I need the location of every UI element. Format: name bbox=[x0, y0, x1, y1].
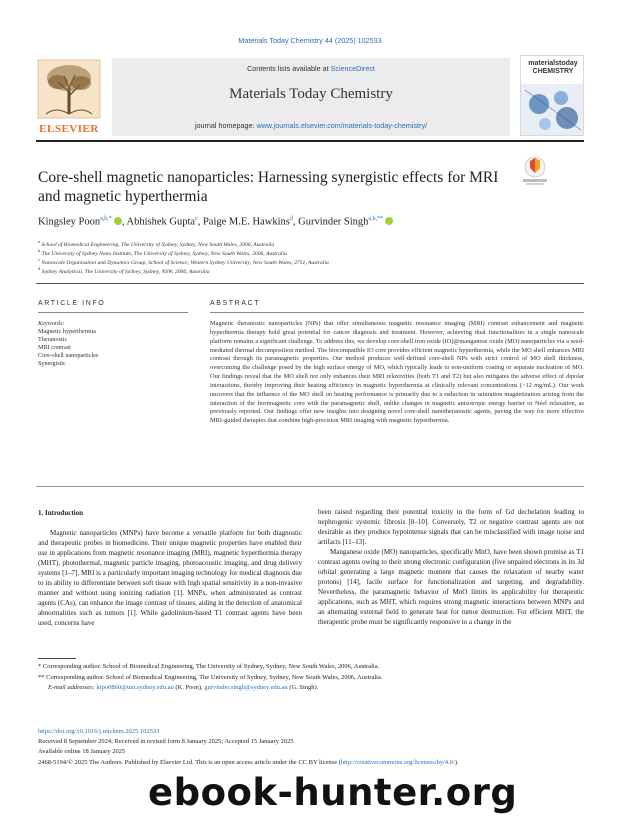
author-list: Kingsley Poon$^{a,b,*}$ , Abhishek Gupta$^c$, Paige M.E. Hawkins$^d$, Gurvinder Singh$^{a,b,**}$ bbox=[38, 216, 584, 228]
orcid-icon[interactable] bbox=[385, 217, 393, 225]
affiliation bbox=[38, 266, 584, 275]
keyword: Theranostic bbox=[38, 336, 68, 343]
abstract-rule bbox=[210, 312, 584, 313]
article-info-rule bbox=[38, 312, 188, 313]
email-line bbox=[38, 683, 584, 694]
doi-link[interactable]: https://doi.org/10.1016/j.mtchem.2025.102533 bbox=[38, 728, 160, 735]
sciencedirect-link[interactable]: ScienceDirect bbox=[330, 64, 375, 73]
body-column-left bbox=[38, 528, 302, 628]
author-affiliation-marks[interactable]: c bbox=[195, 216, 198, 222]
author-affiliation-marks[interactable]: d bbox=[289, 216, 293, 222]
affiliation-text: School of Biomedical Engineering, The University of Sydney, Sydney, New South Wales, 2006, Australia bbox=[41, 241, 275, 248]
keyword: Core-shell nanoparticles bbox=[38, 352, 99, 359]
email-link[interactable]: kipo0860@uni.sydney.edu.au bbox=[96, 684, 174, 691]
author-name[interactable]: Gurvinder Singh bbox=[298, 216, 369, 228]
affiliation-mark: b bbox=[38, 248, 41, 253]
homepage-prefix: journal homepage: bbox=[194, 121, 257, 130]
affiliation bbox=[38, 257, 584, 266]
affiliation-mark: d bbox=[38, 266, 41, 271]
abstract-text: Magnetic theranostic nanoparticles (NPs) that offer simultaneous magnetic resonance imaging (MRI) contrast enhancement and magnetic hyperthermia therapy hold great potential for cancer diagnosis and treatment. However, achieving dual functionalities in a single nanoscale platform remains a significant challenge. To address this, we develop core-shell iron oxide (IO)@manganese oxide (MO) nanoparticles via a seed-mediated thermal decomposition method. The biocompatible IO core provides efficient magnetic hyperthermia, while the MO shell enhances MRI contrast through its paramagnetic properties. Our method produces well-defined core-shell NPs with strict control of MO shell thickness, overcoming the challenge posed by the high surface energy of MO, which typically leads to non-uniform coating or separate nucleation of MO. Our findings reveal that the MO shell not only enhances their MRI relaxivities (both T1 and T2) but also mitigates the adverse effect of dipolar interactions, thereby improving their heating efficiency in magnetic hyperthermia at clinically relevant concentrations (>12 mg/mL). Our work uncovers that the influence of the MO shell on heating performance is primarily due to a reduction in saturation magnetization arising from the interaction of the ferrimagnetic core with the paramagnetic shell, unlike changes in magnetic anisotropic energy barrier or Néel relaxation, as previously reported. Our findings offer new insights into designing novel core-shell nanotheranostic agents, paving the way for more effective MRI-guided therapies that combine high-precision MRI imaging with magnetic hyperthermia. bbox=[210, 320, 584, 425]
author-name[interactable]: Paige M.E. Hawkins bbox=[202, 216, 290, 228]
license-suffix: ). bbox=[454, 758, 459, 766]
body-paragraph: Magnetic nanoparticles (MNPs) have become a versatile platform for both diagnostic and therapeutic probes in biomedicine. Their unique magnetic properties have enabled their use in applications from magnetic resonance imaging (MRI), magnetic hyperthermia therapy (MHT), photothermal, magnetic particle imaging, photoacoustic imaging, and drug delivery systems [1–7]. MRI is a particularly important imaging technology for medical diagnosis due to its ability to differentiate between soft tissue with high spatial sensitivity in a non-invasive manner and without using ionizing radiation [1]. MNPs, when administrated as contrast agents (CAs), can enhance the image contrast of tissues, aiding in the detection of anatomical abnormalities such as tumors [1]. While gadolinium-based T1 contrast agents have been used, concerns have bbox=[38, 529, 302, 627]
affiliation bbox=[38, 239, 584, 248]
contents-prefix: Contents lists available at bbox=[247, 64, 331, 73]
author-name[interactable]: Abhishek Gupta bbox=[126, 216, 196, 228]
homepage-link[interactable]: www.journals.elsevier.com/materials-today-chemistry/ bbox=[256, 121, 428, 130]
affiliation-text: The University of Sydney Nano Institute, The University of Sydney, Sydney, New South Wales, 2006, Australia bbox=[41, 250, 287, 257]
corresponding-author-note: ** Corresponding author. School of Biomedical Engineering, The University of Sydney, Sydney, New South Wales, 2006, Australia. bbox=[38, 673, 383, 681]
abstract-bottom-rule bbox=[36, 486, 584, 487]
elsevier-wordmark: ELSEVIER bbox=[39, 123, 99, 135]
affiliation-text: Nanoscale Organisation and Dynamics Group, School of Science, Western Sydney University, New South Wales, 2751, Australia bbox=[41, 259, 329, 266]
article-metadata bbox=[38, 727, 584, 768]
email-label: E-mail addresses: bbox=[48, 684, 97, 691]
keywords-list bbox=[38, 328, 188, 368]
journal-homepage-line bbox=[112, 121, 510, 130]
keyword: MRI contrast bbox=[38, 344, 71, 351]
watermark: ebook-hunter.org bbox=[148, 771, 518, 814]
affiliation-text: Sydney Analytical, The University of Sydney, Sydney, NSW, 2006, Australia bbox=[41, 268, 210, 275]
email-link[interactable]: gurvinder.singh@sydney.edu.au bbox=[204, 684, 288, 691]
body-column-right bbox=[318, 507, 584, 627]
email-owner: (K. Poon), bbox=[173, 684, 205, 691]
body-paragraph: Manganese oxide (MO) nanoparticles, specifically MnO, have been shown promise as T1 contrast agents owing to their strong electronic configuration (five unpaired electrons in its 3d orbital generating a large magnetic moment that causes the relaxation of nearby water protons) [14], facile surface for functionalization and targeting, and degradability. Nevertheless, the paramagnetic behavior of MnO limits its applicability for therapeutic applications, such as MHT, which requires strong magnetic interactions between MNPs and an alternating external field to generate heat for tumor destruction. For efficient MHT, the therapeutic probe must be significantly responsive to a change in the bbox=[318, 548, 584, 626]
cover-title: materialstoday CHEMISTRY bbox=[528, 60, 578, 75]
corresponding-author-note: * Corresponding author. School of Biomedical Engineering, The University of Sydney, Sydney, New South Wales, 2006, Australia. bbox=[38, 663, 380, 670]
journal-name: Materials Today Chemistry bbox=[229, 86, 393, 102]
abstract-heading: ABSTRACT bbox=[210, 300, 261, 307]
received-dates: Received 8 September 2024; Received in revised form 8 January 2025; Accepted 15 January 2025 bbox=[38, 738, 294, 746]
license-text: 2468-5194/© 2025 The Authors. Published by Elsevier Ltd. This is an open access article under the CC BY license ( bbox=[38, 758, 341, 766]
keyword: Synergistic bbox=[38, 360, 66, 367]
email-owner: (G. Singh). bbox=[287, 684, 319, 691]
keywords-label: Keywords: bbox=[38, 320, 65, 327]
header-rule bbox=[36, 140, 584, 142]
affiliation bbox=[38, 248, 584, 257]
article-title: Core-shell magnetic nanoparticles: Harnessing synergistic effects for MRI and magnetic hyperthermia bbox=[38, 169, 499, 205]
footnotes bbox=[38, 662, 584, 694]
journal-reference[interactable]: Materials Today Chemistry 44 (2025) 102533 bbox=[238, 36, 382, 45]
available-online: Available online 18 January 2025 bbox=[38, 748, 126, 756]
footnote-rule bbox=[38, 658, 76, 659]
author-affiliation-marks[interactable]: a,b,* bbox=[100, 216, 112, 222]
body-paragraph: been raised regarding their potential toxicity in the form of Gd dechelation leading to nephrogenic systemic fibrosis [8–10]. Conversely, T2 or negative contrast agents are not desirable as they produce hypointense signals that can be misclassified with image noise and artifacts [11–13]. bbox=[318, 508, 584, 546]
affiliation-rule bbox=[36, 283, 584, 284]
author-affiliation-marks[interactable]: a,b,** bbox=[368, 216, 384, 222]
affiliation-mark: a bbox=[38, 239, 40, 244]
keyword: Magnetic hyperthermia bbox=[38, 328, 96, 335]
author-name[interactable]: Kingsley Poon bbox=[38, 216, 101, 228]
introduction-heading: 1. Introduction bbox=[38, 509, 83, 517]
journal-cover-thumbnail[interactable] bbox=[520, 55, 584, 136]
orcid-icon[interactable] bbox=[114, 217, 122, 225]
article-info-heading: ARTICLE INFO bbox=[38, 300, 106, 307]
license-line bbox=[38, 758, 584, 768]
contents-line bbox=[112, 64, 510, 73]
license-link[interactable]: http://creativecommons.org/licenses/by/4.0/ bbox=[340, 758, 455, 766]
affiliation-mark: c bbox=[38, 257, 40, 262]
check-for-updates-badge[interactable] bbox=[518, 154, 552, 188]
